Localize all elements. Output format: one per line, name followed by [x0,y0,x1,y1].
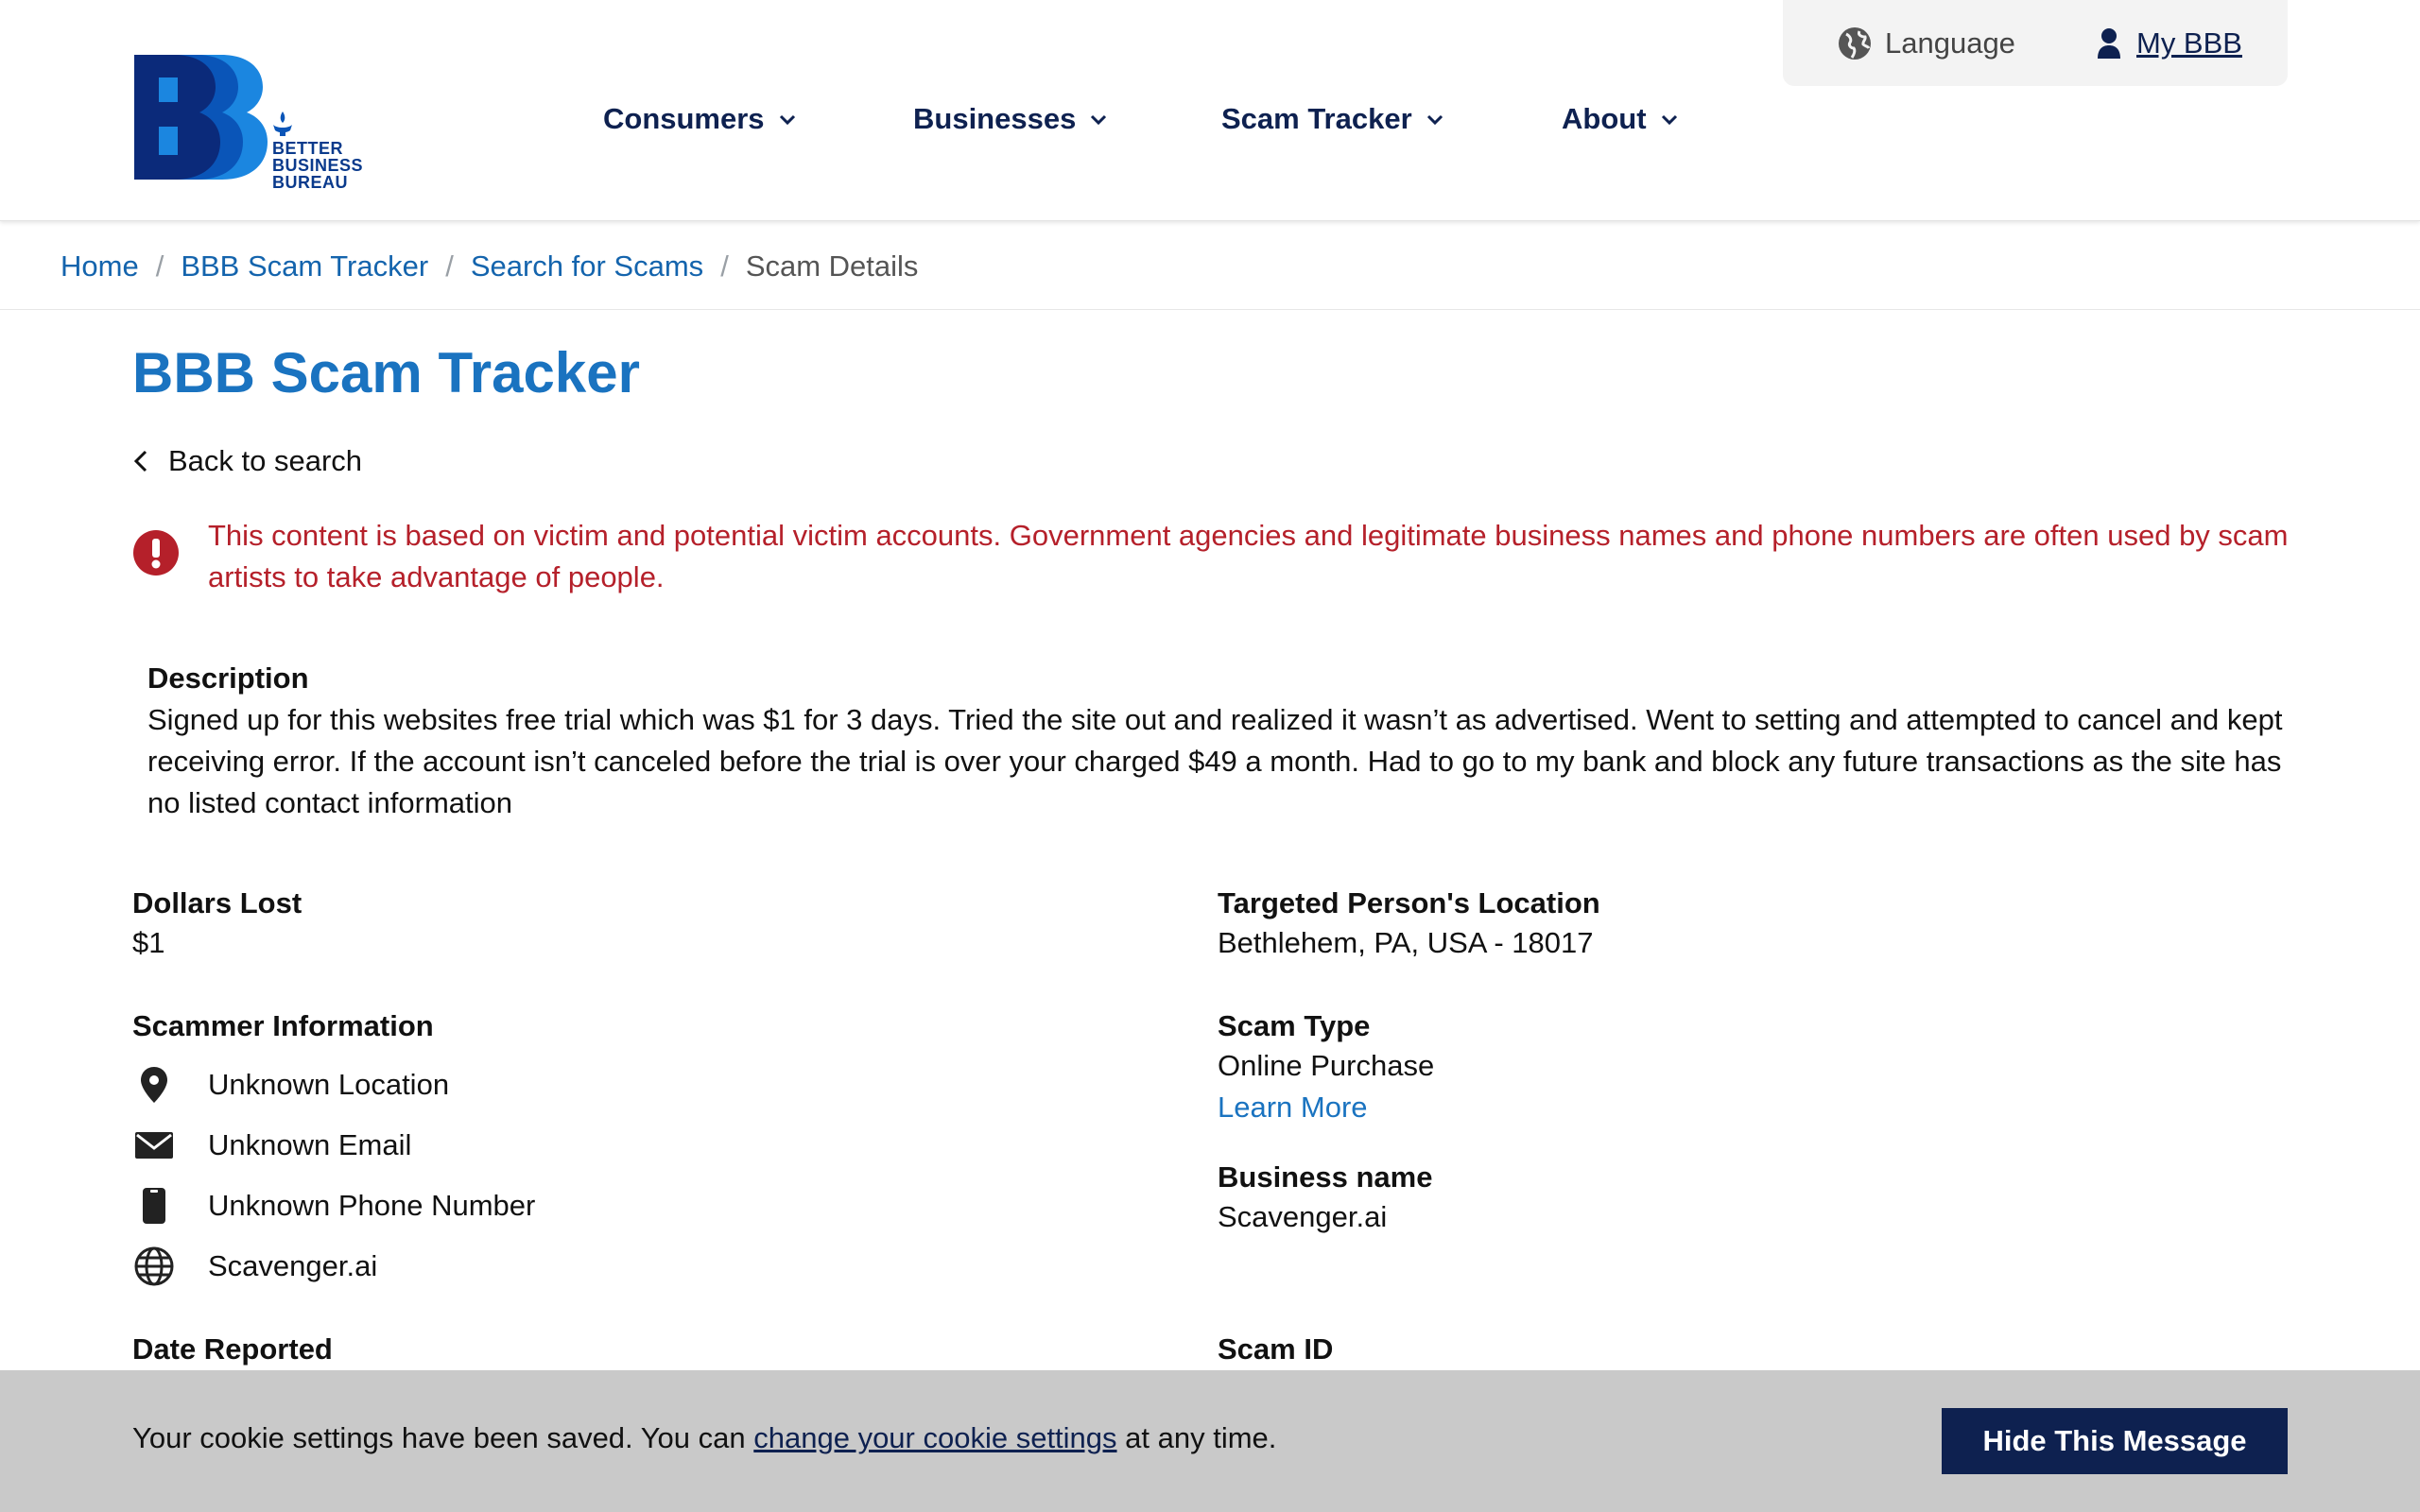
targeted-location-label: Targeted Person's Location [1218,886,1600,919]
warning-text: This content is based on victim and potential victim accounts. Government agencies and legitimate business names and phone numbers are often used by scam artists to take advantage of people. [208,519,2289,593]
business-name-label: Business name [1218,1160,1433,1194]
breadcrumb-current: Scam Details [745,249,919,283]
chevron-down-icon [1426,110,1444,129]
back-to-search-label: Back to search [168,444,363,477]
envelope-icon [132,1124,176,1167]
language-label: Language [1885,26,2015,60]
list-item [132,1236,535,1297]
nav-scam-tracker-label: Scam Tracker [1221,102,1412,135]
phone-icon [132,1184,176,1228]
nav-consumers[interactable] [603,102,797,136]
main-nav [0,102,2420,144]
description-section [147,658,2284,824]
utility-bar [1783,0,2288,86]
breadcrumb-separator: / [445,249,454,283]
my-bbb-link[interactable] [2095,23,2242,64]
nav-consumers-label: Consumers [603,102,765,135]
business-name-value: Scavenger.ai [1218,1200,1388,1233]
scam-type-field [1218,1005,2257,1130]
breadcrumb-home[interactable]: Home [60,249,139,283]
bbb-logo-text: BETTER BUSINESS BUREAU [272,139,364,192]
user-icon [2095,25,2123,62]
hide-message-button[interactable]: Hide This Message [1942,1408,2288,1474]
page-title: BBB Scam Tracker [132,341,640,404]
location-pin-icon [132,1063,176,1107]
targeted-location-value: Bethlehem, PA, USA - 18017 [1218,926,1594,959]
site-header [0,0,2420,221]
exclamation-circle-icon [132,529,180,576]
cookie-settings-link[interactable]: change your cookie settings [753,1421,1117,1454]
dollars-lost-label: Dollars Lost [132,886,302,919]
nav-businesses-label: Businesses [913,102,1077,135]
date-reported-field [132,1329,1172,1370]
language-selector[interactable] [1836,23,2015,64]
chevron-left-icon [130,449,151,473]
description-text: Signed up for this websites free trial which was $1 for 3 days. Tried the site out and realized it wasn’t as advertised. Went to setting and attempted to cancel and kept receiving error. If the account isn’t canceled before the trial is over your charged $49 a month. Had to go to my bank and block any future transactions as the site has no listed contact information [147,703,2283,819]
scammer-information-heading [132,1005,1172,1047]
scammer-email: Unknown Email [208,1128,412,1161]
list-item [132,1115,535,1176]
business-name-field [1218,1157,2257,1236]
nav-about-label: About [1562,102,1647,135]
list-item [132,1055,535,1115]
targeted-location-field [1218,883,2257,962]
breadcrumb-separator: / [720,249,729,283]
globe-icon [1836,25,1874,62]
chevron-down-icon [778,110,797,129]
list-item [132,1176,535,1236]
nav-about[interactable] [1562,102,1679,136]
scammer-phone: Unknown Phone Number [208,1189,536,1222]
dollars-lost-field [132,883,1172,962]
warning-alert [132,515,2297,598]
back-to-search-link[interactable] [130,444,362,478]
date-reported-label: Date Reported [132,1332,333,1366]
breadcrumb-separator: / [155,249,164,283]
cookie-banner [0,1370,2420,1512]
chevron-down-icon [1089,110,1108,129]
cookie-text-after: at any time. [1116,1421,1277,1454]
scam-id-label: Scam ID [1218,1332,1334,1366]
learn-more-link[interactable]: Learn More [1218,1091,1368,1124]
cookie-message [132,1421,1276,1455]
breadcrumb [0,223,2420,310]
breadcrumb-search-for-scams[interactable]: Search for Scams [470,249,704,283]
scammer-location: Unknown Location [208,1068,450,1101]
nav-scam-tracker[interactable] [1221,102,1444,136]
scammer-information-label: Scammer Information [132,1009,434,1042]
chevron-down-icon [1660,110,1679,129]
scam-type-value: Online Purchase [1218,1049,1435,1082]
my-bbb-label: My BBB [2136,26,2242,60]
nav-businesses[interactable] [913,102,1108,136]
scammer-website: Scavenger.ai [208,1249,378,1282]
scam-type-label: Scam Type [1218,1009,1371,1042]
globe-icon [132,1245,176,1288]
scam-id-field [1218,1329,2257,1370]
dollars-lost-value: $1 [132,926,165,959]
scammer-information-list [132,1055,535,1297]
description-label: Description [147,662,309,695]
cookie-text-before: Your cookie settings have been saved. You can [132,1421,754,1454]
breadcrumb-scam-tracker[interactable]: BBB Scam Tracker [181,249,429,283]
